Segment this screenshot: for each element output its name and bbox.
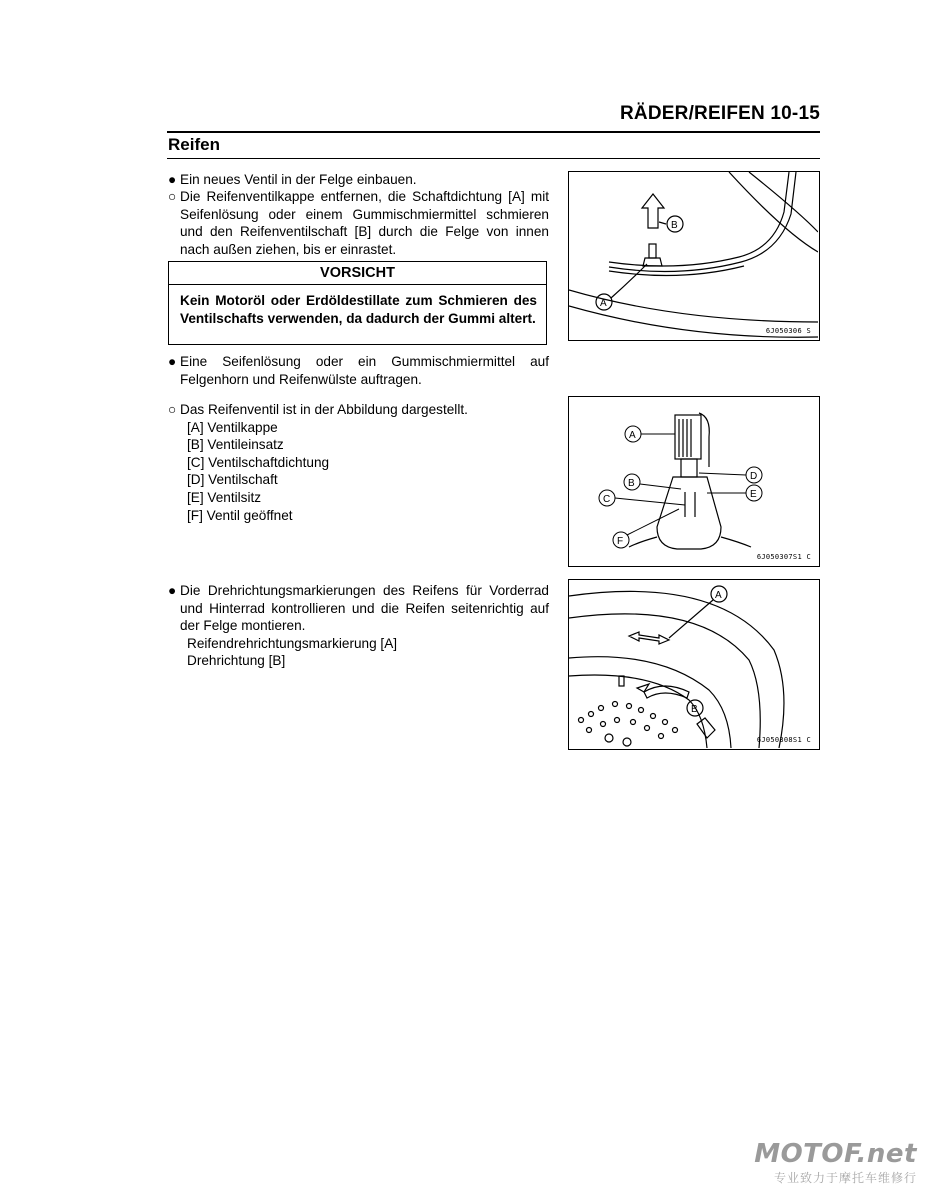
bullet-filled-icon: ●: [168, 354, 177, 369]
label-a: A: [715, 590, 722, 601]
figure-rotation-direction: [568, 579, 820, 750]
section-rule: [167, 158, 820, 159]
legend-item: [C] Ventilschaftdichtung: [187, 454, 330, 470]
paragraph-text: Die Drehrichtungsmarkierungen des Reifens für Vorderrad und Hinterrad kontrollieren und die Reifen seitenrichtig auf der Felge montieren.: [180, 583, 549, 634]
paragraph-soap: [168, 353, 549, 388]
label-c: C: [603, 494, 611, 505]
paragraph-text: Ein neues Ventil in der Felge einbauen.: [180, 172, 417, 187]
caution-box: [168, 261, 547, 345]
watermark-logo: [754, 1139, 917, 1186]
paragraph-remove-cap: [168, 188, 549, 258]
caution-text: Kein Motoröl oder Erdöldestillate zum Schmieren des Ventilschafts verwenden, da dadurch der Gummi altert.: [180, 293, 537, 326]
legend-item: Reifendrehrichtungsmarkierung [A]: [187, 635, 398, 651]
label-b: B: [691, 704, 698, 715]
paragraph-text: Das Reifenventil ist in der Abbildung dargestellt.: [180, 402, 468, 417]
legend-item: [A] Ventilkappe: [187, 419, 278, 435]
bullet-filled-icon: ●: [168, 583, 177, 598]
legend-item: [E] Ventilsitz: [187, 489, 262, 505]
valve-section-illustration: [569, 397, 818, 565]
label-b: B: [671, 220, 678, 231]
paragraph-text: Die Reifenventilkappe entfernen, die Schaftdichtung [A] mit Seifenlösung oder einem Gummischmiermittel schmieren und den Reifenventilschaft [B] durch die Felge von innen nach außen ziehen, bis er einrastet.: [180, 189, 549, 257]
section-title: Reifen: [168, 135, 220, 154]
page-header-title: RÄDER/REIFEN 10-15: [620, 103, 820, 124]
paragraph-text: Eine Seifenlösung oder ein Gummischmiermittel auf Felgenhorn und Reifenwülste auftragen.: [180, 354, 549, 387]
header-rule: [167, 131, 820, 133]
watermark-tagline: 专业致力于摩托车维修行: [773, 1171, 917, 1185]
figure-valve-install: [568, 171, 820, 341]
label-b: B: [628, 478, 635, 489]
legend-item: Drehrichtung [B]: [187, 653, 286, 669]
figure-code: 6J050307S1 C: [756, 553, 811, 561]
bullet-hollow-icon: ○: [168, 189, 177, 204]
figure-code: 6J050308S1 C: [756, 736, 811, 744]
label-a: A: [629, 430, 636, 441]
rotation-direction-illustration: [569, 580, 818, 748]
label-f: F: [617, 536, 624, 547]
paragraph-install-valve: [168, 171, 549, 189]
legend-item: [B] Ventileinsatz: [187, 437, 284, 453]
bullet-filled-icon: ●: [168, 172, 177, 187]
legend-item: [D] Ventilschaft: [187, 472, 278, 488]
paragraph-valve-illustration: [168, 401, 549, 524]
legend-item: [F] Ventil geöffnet: [187, 507, 293, 523]
label-a: A: [600, 298, 607, 309]
bullet-hollow-icon: ○: [168, 402, 177, 417]
watermark-brand: MOTOF.net: [754, 1139, 917, 1169]
caution-heading: VORSICHT: [169, 262, 546, 285]
valve-install-illustration: [569, 172, 818, 339]
paragraph-direction: [168, 582, 549, 670]
figure-code: 6J050306 S: [765, 327, 811, 335]
label-e: E: [750, 489, 757, 500]
figure-valve-section: [568, 396, 820, 567]
label-d: D: [750, 471, 758, 482]
